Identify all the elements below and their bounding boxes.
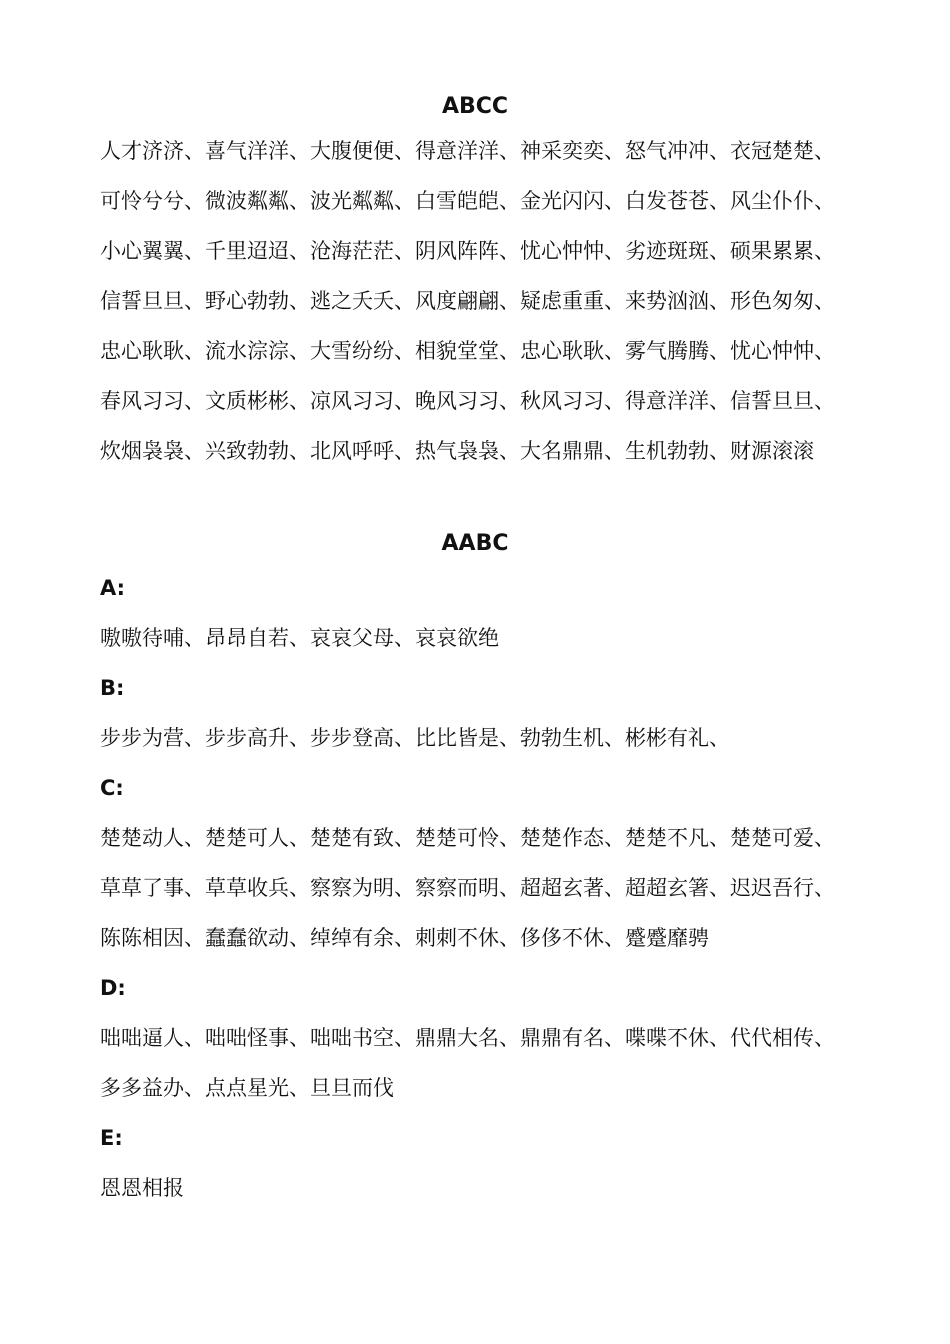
section-title-abcc: ABCC — [441, 94, 509, 119]
group-letter-b: B: — [100, 676, 125, 700]
idiom-line: 咄咄逼人、咄咄怪事、咄咄书空、鼎鼎大名、鼎鼎有名、喋喋不休、代代相传、 — [100, 1026, 835, 1050]
idiom-line: 可怜兮兮、微波粼粼、波光粼粼、白雪皑皑、金光闪闪、白发苍苍、风尘仆仆、 — [100, 189, 835, 213]
group-letter-a: A: — [100, 576, 126, 600]
section-spacer — [100, 476, 850, 525]
idiom-line: 嗷嗷待哺、昂昂自若、哀哀父母、哀哀欲绝 — [100, 626, 499, 650]
idiom-line: 信誓旦旦、野心勃勃、逃之夭夭、风度翩翩、疑虑重重、来势汹汹、形色匆匆、 — [100, 289, 835, 313]
group-c-idiom-list — [100, 813, 850, 963]
abcc-idiom-list — [100, 126, 850, 476]
group-a-idiom-list — [100, 613, 850, 663]
idiom-line: 人才济济、喜气洋洋、大腹便便、得意洋洋、神采奕奕、怒气冲冲、衣冠楚楚、 — [100, 139, 835, 163]
idiom-line: 陈陈相因、蠢蠢欲动、绰绰有余、刺刺不休、侈侈不休、蹙蹙靡骋 — [100, 926, 709, 950]
group-letter-c: C: — [100, 776, 124, 800]
idiom-line: 恩恩相报 — [100, 1176, 184, 1200]
idiom-line: 步步为营、步步高升、步步登高、比比皆是、勃勃生机、彬彬有礼、 — [100, 726, 730, 750]
idiom-line: 楚楚动人、楚楚可人、楚楚有致、楚楚可怜、楚楚作态、楚楚不凡、楚楚可爱、 — [100, 826, 835, 850]
idiom-line: 小心翼翼、千里迢迢、沧海茫茫、阴风阵阵、忧心忡忡、劣迹斑斑、硕果累累、 — [100, 239, 835, 263]
idiom-line: 多多益办、点点星光、旦旦而伐 — [100, 1076, 394, 1100]
group-b-idiom-list — [100, 713, 850, 763]
group-letter-d: D: — [100, 976, 126, 1000]
group-e-idiom-list — [100, 1163, 850, 1213]
group-d-idiom-list — [100, 1013, 850, 1113]
group-letter-e: E: — [100, 1126, 123, 1150]
section-title-aabc: AABC — [441, 531, 509, 556]
idiom-line: 春风习习、文质彬彬、凉风习习、晚风习习、秋风习习、得意洋洋、信誓旦旦、 — [100, 389, 835, 413]
idiom-line: 炊烟袅袅、兴致勃勃、北风呼呼、热气袅袅、大名鼎鼎、生机勃勃、财源滚滚 — [100, 439, 814, 463]
idiom-line: 忠心耿耿、流水淙淙、大雪纷纷、相貌堂堂、忠心耿耿、雾气腾腾、忧心忡忡、 — [100, 339, 835, 363]
idiom-line: 草草了事、草草收兵、察察为明、察察而明、超超玄著、超超玄箸、迟迟吾行、 — [100, 876, 835, 900]
